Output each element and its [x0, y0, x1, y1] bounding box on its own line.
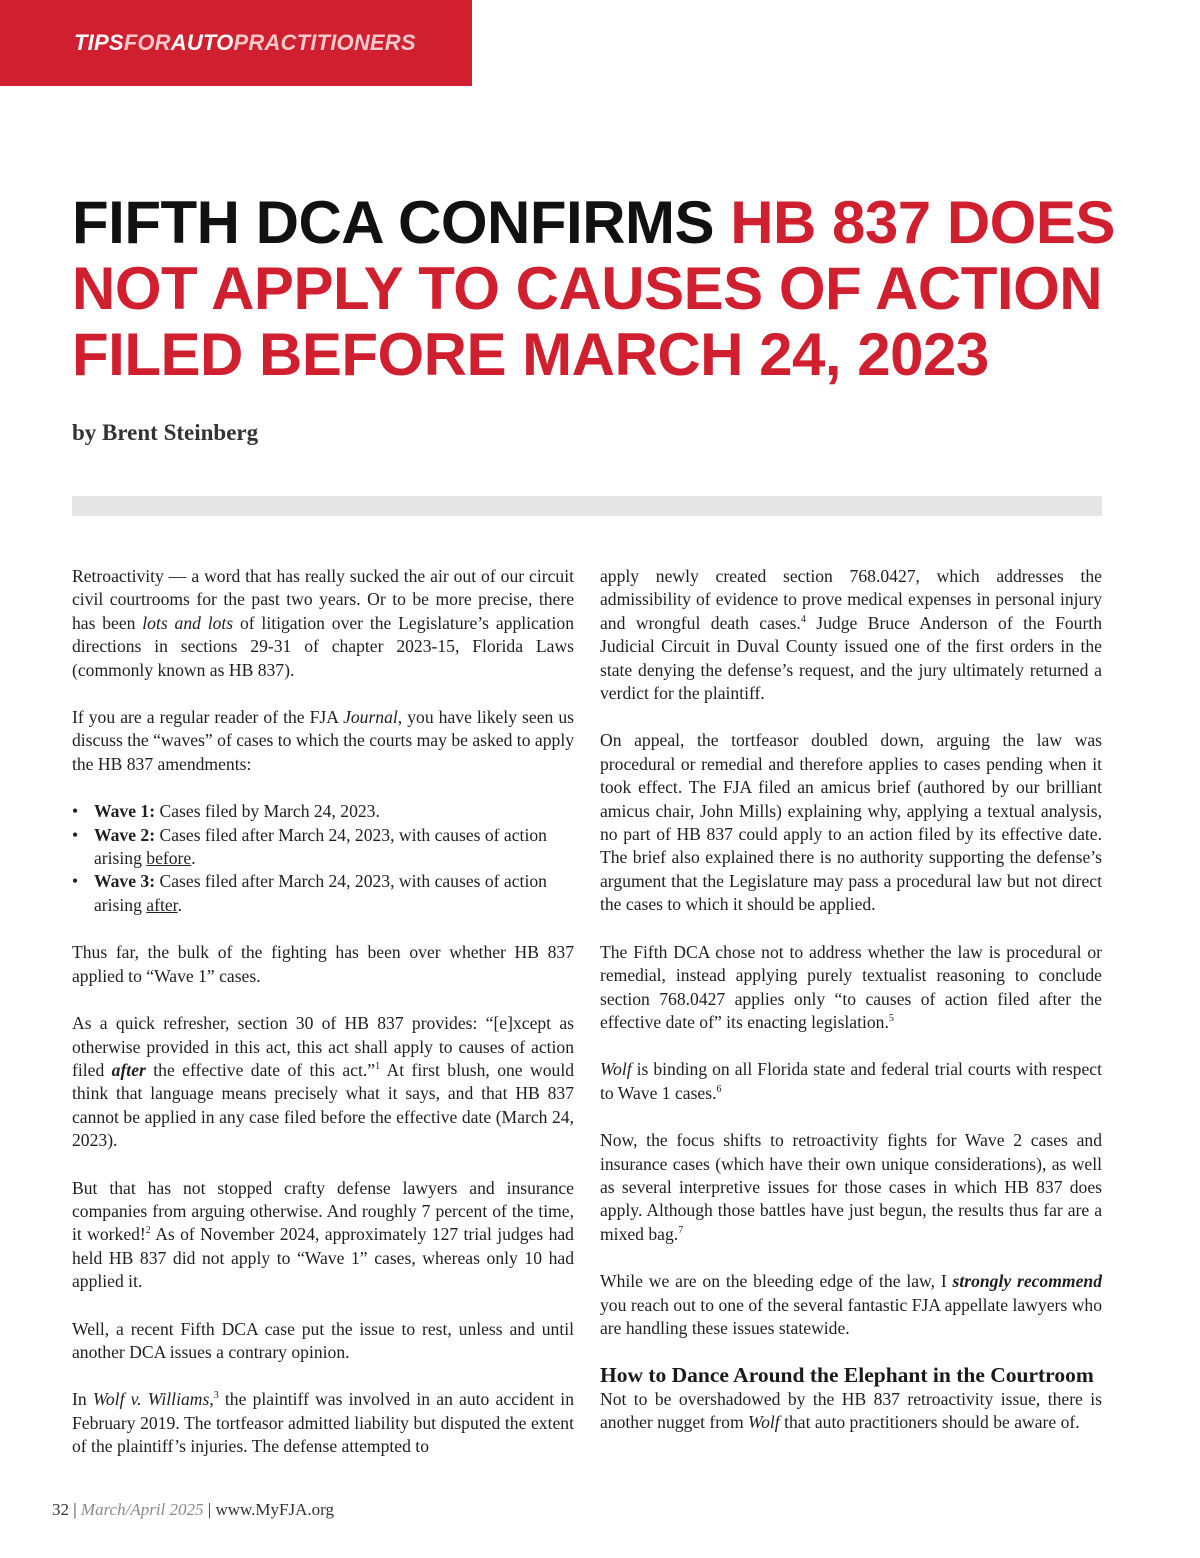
- paragraph: apply newly created section 768.0427, which addresses the admissibility of evidence to prove medical expenses in personal injury and wrongful death cases.$^4$ Judge Bruce Anderson of the Fourth Judicial Circuit in Duval County issued one of the first orders in the state denying the defense’s request, and the jury ultimately returned a verdict for the plaintiff.: [600, 566, 1102, 704]
- article-headline: [72, 190, 1142, 388]
- paragraph: Now, the focus shifts to retroactivity fights for Wave 2 cases and insurance cases (which have their own unique considerations), as well as several interpretive issues for those cases in which HB 837 does apply. Although those battles have just begun, the results thus far are a mixed bag.$^7$: [600, 1130, 1102, 1244]
- paragraph: The Fifth DCA chose not to address whether the law is procedural or remedial, instead applying purely textualist reasoning to conclude section 768.0427 applies only “to causes of action filed after the effective date of” its enacting legislation.$^5$: [600, 941, 1102, 1032]
- list-item: • Wave 3: Cases filed after March 24, 2023, with causes of action arising after.: [94, 870, 574, 917]
- paragraph: If you are a regular reader of the FJA Journal, you have likely seen us discuss the “waves” of cases to which the courts may be asked to apply the HB 837 amendments:: [72, 707, 574, 774]
- page-number: 32: [52, 1500, 69, 1519]
- paragraph: While we are on the bleeding edge of the law, I strongly recommend you reach out to one of the several fantastic FJA appellate lawyers who are handling these issues statewide.: [600, 1271, 1102, 1338]
- byline: by Brent Steinberg: [72, 420, 259, 445]
- section-banner: [0, 0, 472, 86]
- wave-list: [72, 800, 574, 917]
- section-banner-label: TIPSFORAUTOPRACTITIONERS: [74, 30, 416, 55]
- page-footer: 32 | March/April 2025 | www.MyFJA.org: [52, 1500, 334, 1519]
- issue-date: March/April 2025: [80, 1500, 204, 1519]
- headline-dark: FIFTH DCA CONFIRMS: [72, 189, 731, 256]
- right-column: [600, 565, 1102, 1459]
- website-link[interactable]: www.MyFJA.org: [215, 1500, 334, 1519]
- paragraph: But that has not stopped crafty defense lawyers and insurance companies from arguing otherwise. And roughly 7 percent of the time, it worked!$^2$ As of November 2024, approximately 127 trial judges had held HB 837 did not apply to “Wave 1” cases, whereas only 10 had applied it.: [72, 1177, 574, 1292]
- paragraph: Not to be overshadowed by the HB 837 retroactivity issue, there is another nugget from Wolf that auto practitioners should be aware of.: [600, 1388, 1102, 1433]
- paragraph: Well, a recent Fifth DCA case put the issue to rest, unless and until another DCA issues a contrary opinion.: [72, 1318, 574, 1362]
- divider-bar: [72, 496, 1102, 516]
- paragraph: Wolf is binding on all Florida state and federal trial courts with respect to Wave 1 cases.$^6$: [600, 1059, 1102, 1103]
- section-heading: How to Dance Around the Elephant in the Courtroom: [600, 1363, 1094, 1388]
- paragraph: Retroactivity — a word that has really sucked the air out of our circuit civil courtrooms for the past two years. Or to be more precise, there has been lots and lots of litigation over the Legislature’s application directions in sections 29-31 of chapter 2023-15, Florida Laws (commonly known as HB 837).: [72, 566, 575, 680]
- list-item: • Wave 1: Cases filed by March 24, 2023.: [94, 800, 574, 823]
- headline-red: HB 837 DOES NOT APPLY TO CAUSES OF ACTION FILED BEFORE MARCH 24, 2023: [72, 189, 1115, 388]
- paragraph: On appeal, the tortfeasor doubled down, arguing the law was procedural or remedial and therefore applies to cases pending when it took effect. The FJA filed an amicus brief (authored by our brilliant amicus chair, John Mills) explaining why, applying a textual analysis, no part of HB 837 could apply to an action filed by its effective date. The brief also explained there is no authority supporting the defense’s argument that the Legislature may pass a procedural law but not direct the cases to which it should be applied.: [600, 730, 1102, 915]
- left-column: [72, 565, 574, 1483]
- paragraph: Thus far, the bulk of the fighting has been over whether HB 837 applied to “Wave 1” cases.: [72, 942, 574, 986]
- list-item: • Wave 2: Cases filed after March 24, 2023, with causes of action arising before.: [94, 824, 574, 871]
- paragraph: As a quick refresher, section 30 of HB 837 provides: “[e]xcept as otherwise provided in this act, this act shall apply to causes of action filed after the effective date of this act.”$^1$ At first blush, one would think that language means precisely what it says, and that HB 837 cannot be applied in any case filed before the effective date (March 24, 2023).: [72, 1013, 574, 1151]
- paragraph: In Wolf v. Williams,$^3$ the plaintiff was involved in an auto accident in February 2019. The tortfeasor admitted liability but disputed the extent of the plaintiff’s injuries. The defense attempted to: [72, 1389, 574, 1457]
